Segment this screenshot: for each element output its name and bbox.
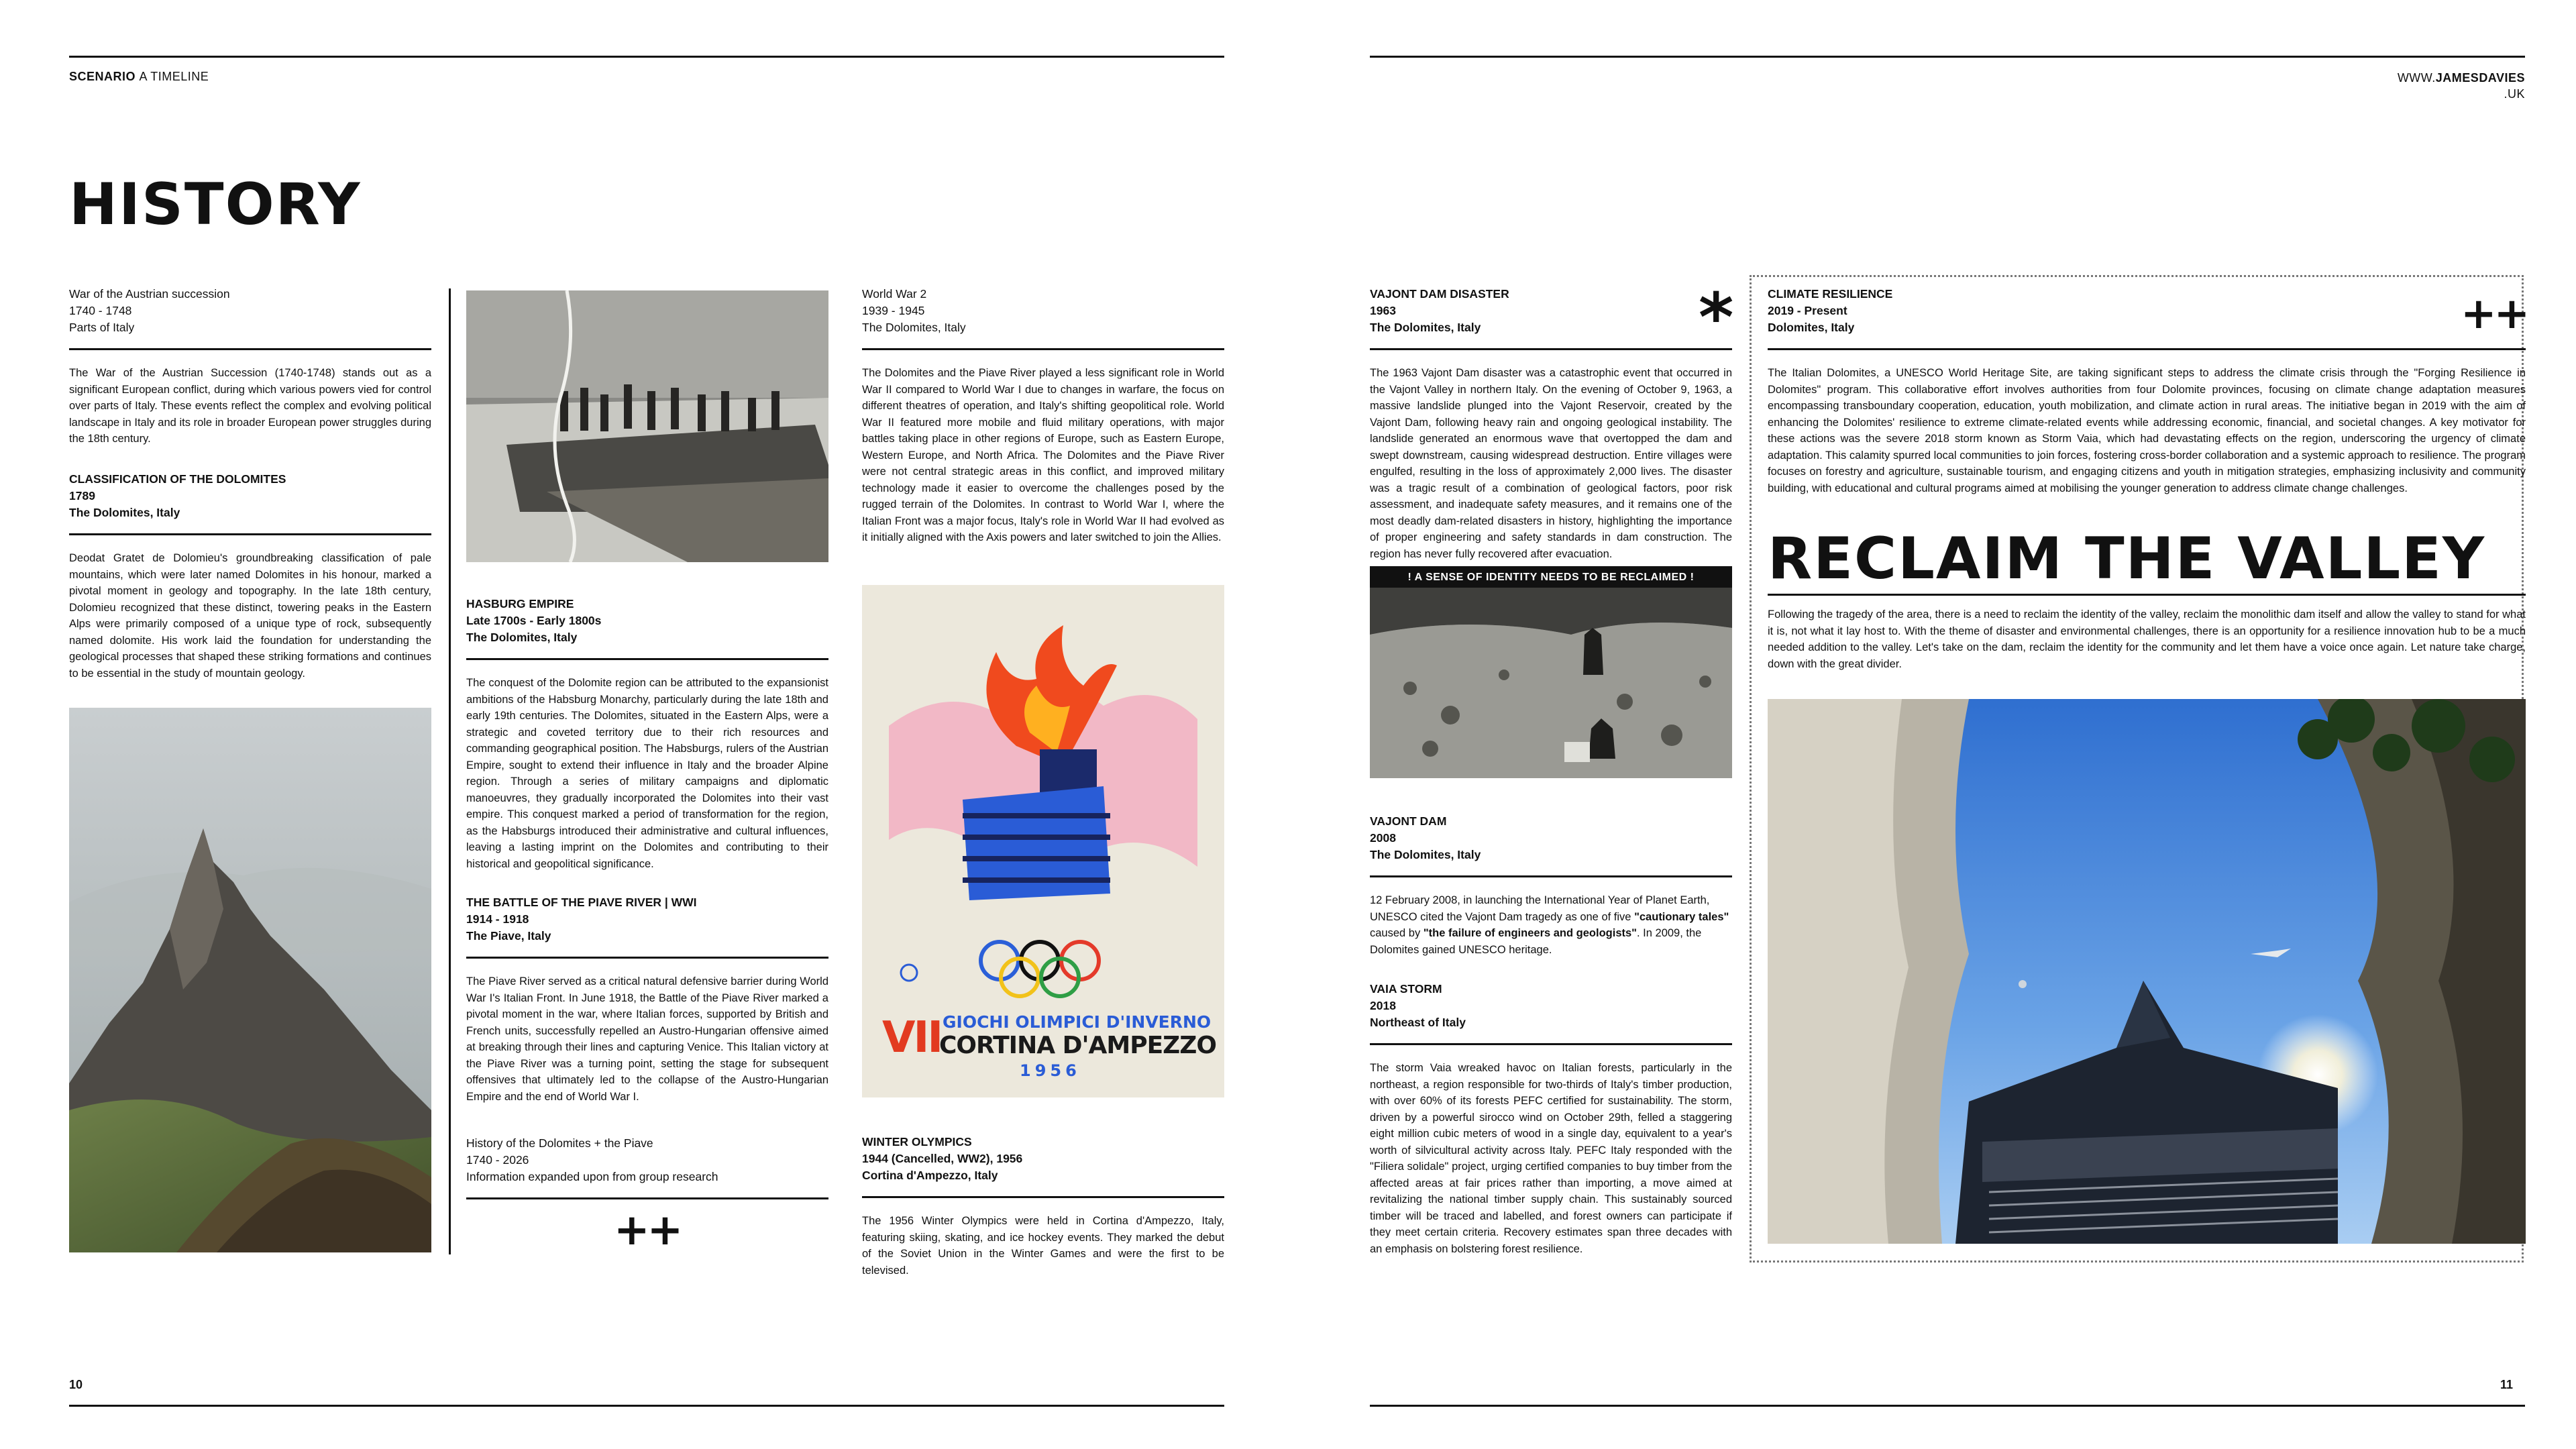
headline-rule	[1768, 594, 2526, 596]
wwi-soldiers-bridge-photo	[466, 290, 828, 562]
section-date: 2018	[1370, 999, 1396, 1012]
section-title: VAIA STORM	[1370, 982, 1442, 996]
section-place: Cortina d'Ampezzo, Italy	[862, 1169, 998, 1182]
section-austrian-succession	[69, 286, 431, 447]
identity-banner: ! A SENSE OF IDENTITY NEEDS TO BE RECLAIMED !	[1370, 566, 1732, 589]
history-note	[466, 1135, 828, 1214]
reclaim-headline: RECLAIM THE VALLEY	[1768, 525, 2486, 592]
section-date: 2008	[1370, 831, 1396, 845]
section-date: 1789	[69, 489, 95, 502]
section-climate-resilience	[1768, 286, 2526, 496]
plus-plus-icon: ++	[2461, 289, 2528, 339]
page-number-left: 10	[69, 1378, 83, 1391]
bottom-rule-right	[1370, 1405, 2525, 1407]
poster-numeral: VII	[882, 1013, 942, 1063]
section-title: WINTER OLYMPICS	[862, 1135, 972, 1148]
plus-plus-icon: ++	[614, 1205, 681, 1255]
section-title: World War 2	[862, 287, 927, 301]
section-body: The storm Vaia wreaked havoc on Italian forests, particularly in the northeast, a region responsible for two-thirds of Italy's timber production, with over 60% of its forests PEFC certified for sustainability. The storm, driven by a powerful sirocco wind on October 29th, felled a staggering eight million cubic meters of wood in a single day, equivalent to a year's worth of silvicultural activity across Italy. PEFC Italy responded with the "Filiera solidale" project, urging certified companies to buy timber from the affected areas at fair prices rather than importing, a move aimed at revitalizing the national timber supply chain. This sustainably sourced timber will be traced and labelled, and forest owners can participate if they meet certain criteria. Recovery estimates span three decades with an emphasis on bolstering forest resilience.	[1370, 1062, 1732, 1255]
section-title: VAJONT DAM DISASTER	[1370, 287, 1509, 301]
section-place: The Dolomites, Italy	[69, 506, 180, 519]
section-place: Parts of Italy	[69, 321, 135, 334]
section-body: The 1963 Vajont Dam disaster was a catastrophic event that occurred in the Vajont Valley in northern Italy. On the evening of October 9, 1963, a massive landslide plunged into the Vajont Reservoir, created by the Vajont Dam, following heavy rain and ongoing geological instability. The landslide generated an enormous wave that overtopped the dam and swept downstream, causing widespread destruction. Entire villages were engulfed, resulting in the loss of approximately 2,000 lives. The disaster was a tragic result of a combination of geological factors, poor risk assessment, and inadequate safety measures, and it remains one of the most deadly dam-related disasters in history, highlighting the importance of proper engineering and safety standards in dam construction. The region has never fully recovered after evacuation.	[1370, 367, 1732, 560]
section-vajont-dam-2008	[1370, 813, 1732, 958]
divider	[862, 1196, 1224, 1198]
website-name: JAMESDAVIES	[2435, 71, 2525, 85]
olympics-poster	[862, 585, 1224, 1097]
page-title: HISTORY	[69, 171, 362, 238]
section-body: The Dolomites and the Piave River played a less significant role in World War II compared to World War I due to changes in warfare, the focus on different theatres of operation, and Italy's shifting geopolitical role. World War II featured more mobile and fluid military operations, with major battles taking place in other regions of Europe, such as Eastern Europe, Western Europe, and North Africa. The Dolomites and the Piave River were not central strategic areas in this conflict, and improved military technology made it easier to overcome the challenges posed by the rugged terrain of the Dolomites. In contrast to World War I, where the Italian Front was a major focus, Italy's role in World War II had evolved as it initially aligned with the Axis powers and later switched to join the Allies.	[862, 367, 1224, 543]
asterisk-icon: *	[1699, 278, 1731, 357]
header-scenario: SCENARIO	[69, 70, 136, 83]
divider	[1370, 348, 1732, 350]
note-line1: History of the Dolomites + the Piave	[466, 1136, 653, 1150]
section-body: Deodat Gratet de Dolomieu's groundbreaking classification of pale mountains, which were later named Dolomites in his honour, marked a pivotal moment in geology and topography. In the late 18th century, Dolomieu recognized that these distinct, towering peaks in the Eastern Alps were primarily composed of a unique type of rock, subsequently named dolomite. His work laid the foundation for understanding the geological processes that shaped these striking formations and continues to be essential in the study of mountain geology.	[69, 552, 431, 680]
section-date: 2019 - Present	[1768, 304, 1847, 317]
section-vaia-storm	[1370, 981, 1732, 1257]
section-date: 1944 (Cancelled, WW2), 1956	[862, 1152, 1023, 1165]
section-place: The Piave, Italy	[466, 929, 551, 943]
section-title: CLIMATE RESILIENCE	[1768, 287, 1893, 301]
section-date: 1914 - 1918	[466, 912, 529, 926]
dolomites-mountain-photo	[69, 708, 431, 1252]
divider	[862, 348, 1224, 350]
divider	[466, 957, 828, 959]
section-body: The Piave River served as a critical natural defensive barrier during World War I's Italian Front. In June 1918, the Battle of the Piave River marked a pivotal moment in the war, where Italian forces, supported by British and French units, successfully repelled an Austro-Hungarian offensive aimed at breaking through their lines and capturing Venice. This Italian victory at the Piave River was a turning point, setting the stage for subsequent offensives that ultimately led to the collapse of the Austro-Hungarian Empire and the end of World War I.	[466, 975, 828, 1103]
column-divider	[449, 288, 451, 1254]
dam-render-image	[1768, 699, 2526, 1244]
section-date: 1963	[1370, 304, 1396, 317]
top-rule-right	[1370, 56, 2525, 58]
divider	[1370, 1043, 1732, 1045]
section-place: Dolomites, Italy	[1768, 321, 1855, 334]
header-right	[2398, 70, 2525, 102]
section-place: The Dolomites, Italy	[862, 321, 966, 334]
section-body: The conquest of the Dolomite region can be attributed to the expansionist ambitions of the Habsburg Monarchy, particularly during the late 18th and early 19th centuries. The Dolomites, situated in the Eastern Alps, were a strategic and coveted territory due to their rich resources and commanding geographical position. The Habsburgs, rulers of the Austrian Empire, sought to extend their influence in Italy and the broader Alpine region. Through a series of military campaigns and diplomatic manoeuvres, they gradually incorporated the Dolomites into their vast empire. This conquest marked a period of transformation for the region, as the Habsburgs introduced their administrative and cultural influences, leaving a lasting imprint on the Dolomites and contributing to their historical and geopolitical significance.	[466, 677, 828, 870]
note-line3: Information expanded upon from group research	[466, 1170, 718, 1183]
section-date: Late 1700s - Early 1800s	[466, 614, 602, 627]
divider	[466, 658, 828, 660]
quote-cautionary: "cautionary tales"	[1634, 910, 1729, 923]
divider	[466, 1197, 828, 1199]
note-line2: 1740 - 2026	[466, 1153, 529, 1167]
section-date: 1740 - 1748	[69, 304, 132, 317]
section-title: War of the Austrian succession	[69, 287, 230, 301]
section-title: CLASSIFICATION OF THE DOLOMITES	[69, 472, 286, 486]
poster-year: 1956	[1020, 1061, 1081, 1080]
header-left	[69, 70, 209, 84]
poster-line1: GIOCHI OLIMPICI D'INVERNO	[943, 1012, 1212, 1032]
section-place: The Dolomites, Italy	[1370, 848, 1481, 861]
poster-line2: CORTINA D'AMPEZZO	[939, 1032, 1216, 1059]
section-body: The Italian Dolomites, a UNESCO World Heritage Site, are taking significant steps to address the climate crisis through the "Forging Resilience in Dolomites" program. This collaborative effort involves authorities from four Dolomite provinces, focusing on climate change adaptation measures encompassing transboundary cooperation, education, youth mobilization, and climate action in rural areas. The initiative began in 2019 with the aim of enhancing the Dolomites' resilience to extreme climate-related events while addressing economic, financial, and societal changes. A key motivator for these actions was the severe 2018 storm known as Storm Vaia, which had devastating effects on the region, underscoring the urgency of climate adaptation. This calamity spurred local communities to join forces, fostering cross-border collaboration and a systemic approach to resilience. The program focuses on forestry and agriculture, sustainable tourism, and engaging citizens and youth in mitigation strategies, emphasizing inclusivity and community building, with educational and cultural programs aimed at mobilising the younger generation to address climate change challenges.	[1768, 367, 2526, 494]
header-timeline: A TIMELINE	[139, 70, 209, 83]
section-place: Northeast of Italy	[1370, 1016, 1466, 1029]
page-number-right: 11	[2500, 1378, 2513, 1391]
section-body: The 1956 Winter Olympics were held in Cortina d'Ampezzo, Italy, featuring skiing, skating, and ice hockey events. They marked the debut of the Soviet Union in the Winter Games and were the first to be televised.	[862, 1215, 1224, 1277]
section-title: HASBURG EMPIRE	[466, 597, 574, 610]
quote-failure: "the failure of engineers and geologists"	[1423, 927, 1638, 939]
section-body: 12 February 2008, in launching the International Year of Planet Earth, UNESCO cited the Vajont Dam tragedy as one of five "cautionary tales" caused by "the failure of engineers and geologists". In 2009, the Dolomites gained UNESCO heritage.	[1370, 894, 1729, 956]
section-piave-river	[466, 894, 828, 1105]
section-place: The Dolomites, Italy	[1370, 321, 1481, 334]
vajont-aftermath-photo	[1370, 588, 1732, 778]
section-title: THE BATTLE OF THE PIAVE RIVER | WWI	[466, 896, 697, 909]
divider	[1768, 348, 2526, 350]
section-place: The Dolomites, Italy	[466, 631, 578, 644]
section-title: VAJONT DAM	[1370, 814, 1447, 828]
bottom-rule-left	[69, 1405, 1224, 1407]
section-ww2	[862, 286, 1224, 546]
reclaim-body: Following the tragedy of the area, there is a need to reclaim the identity of the valley, reclaim the monolithic dam itself and allow the valley to stand for what it is, not what it lay host to. With the theme of disaster and environmental challenges, there is an opportunity for a resilience innovation hub to be a much needed addition to the valley. Let's take on the dam, reclaim the identity for the community and let them have a voice once again. Let nature take charge, down with the great divider.	[1768, 608, 2526, 670]
divider	[69, 533, 431, 535]
section-body: The War of the Austrian Succession (1740-1748) stands out as a significant European conflict, during which various powers vied for control over parts of Italy. These events reflect the complex and evolving political landscape in Italy and its role in broader European power struggles during the 18th century.	[69, 367, 431, 445]
website-line2: .UK	[2504, 87, 2525, 101]
section-classification	[69, 471, 431, 682]
section-winter-olympics	[862, 1134, 1224, 1279]
top-rule-left	[69, 56, 1224, 58]
section-hasburg-empire	[466, 596, 828, 872]
section-vajont-disaster	[1370, 278, 1732, 589]
website-line1: WWW.JAMESDAVIES	[2397, 71, 2525, 85]
section-date: 1939 - 1945	[862, 304, 925, 317]
divider	[1370, 875, 1732, 877]
divider	[69, 348, 431, 350]
